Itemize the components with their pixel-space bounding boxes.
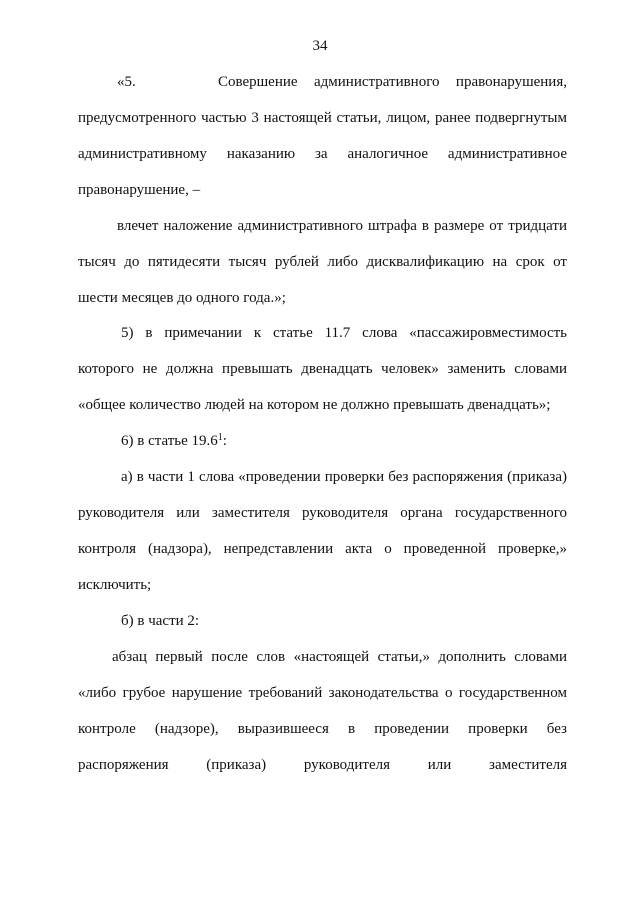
text-line: контроля (надзора), непредставлении акта о проведенной проверке,» (78, 541, 567, 557)
superscript: 1 (217, 432, 223, 443)
text-line: которого не должна превышать двенадцать человек» заменить словами (78, 361, 567, 377)
text-line: предусмотренного частью 3 настоящей статьи, лицом, ранее подвергнутым (78, 110, 567, 126)
text-line: шести месяцев до одного года.»; (78, 290, 286, 306)
text-line: распоряжения (приказа) руководителя или заместителя (78, 757, 567, 773)
text-segment: : (222, 433, 227, 449)
text-line: исключить; (78, 577, 152, 593)
text-line: влечет наложение административного штрафа в размере от тридцати (117, 218, 567, 234)
text-line: «общее количество людей на котором не должно превышать двенадцать»; (78, 397, 551, 413)
text-line: абзац первый после слов «настоящей статьи,» дополнить словами (112, 649, 567, 665)
text-line: контроле (надзоре), выразившееся в проведении проверки без (78, 721, 567, 737)
text-line: а) в части 1 слова «проведении проверки без распоряжения (приказа) (121, 469, 567, 485)
text-segment: 6) в статье 19.6 (121, 433, 218, 449)
text-line: тысяч до пятидесяти тысяч рублей либо дисквалификацию на срок от (78, 254, 567, 270)
text-line: «либо грубое нарушение требований законодательства о государственном (78, 685, 567, 701)
text-line (121, 432, 567, 450)
page-number: 34 (312, 38, 328, 54)
text-line: б) в части 2: (121, 613, 200, 629)
text-line: «5. Совершение административного правонарушения, (117, 74, 567, 90)
text-line: административному наказанию за аналогичное административное (78, 146, 567, 162)
text-line: руководителя или заместителя руководителя органа государственного (78, 505, 567, 521)
text-line: правонарушение, – (78, 182, 201, 198)
text-line: 5) в примечании к статье 11.7 слова «пассажировместимость (121, 325, 567, 341)
